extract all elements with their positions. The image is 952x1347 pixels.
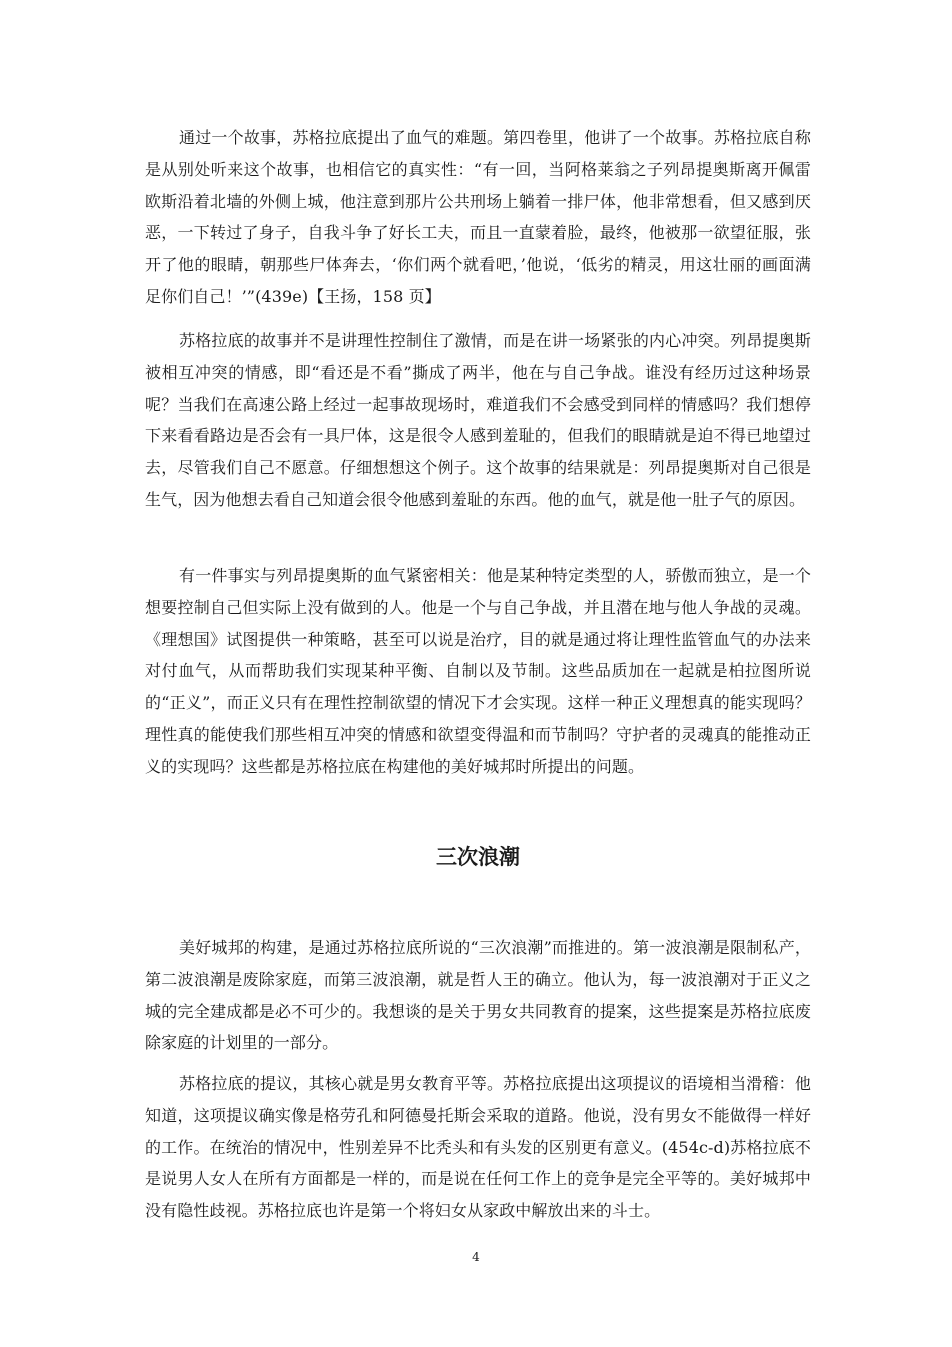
body-paragraph: 通过一个故事，苏格拉底提出了血气的难题。第四卷里，他讲了一个故事。苏格拉底自称是从别处听来这个故事，也相信它的真实性：“有一回，当阿格莱翁之子列昂提奥斯离开佩雷欧斯沿着北墙的外侧上城，他注意到那片公共刑场上躺着一排尸体，他非常想看，但又感到厌恶，一下转过了身子，自我斗争了好长工夫，而且一直蒙着脸，最终，他被那一欲望征服，张开了他的眼睛，朝那些尸体奔去，‘你们两个就看吧，’他说，‘低劣的精灵，用这壮丽的画面满足你们自己！’”(439e)【王扬，158 页】 (145, 128, 811, 306)
page-number: 4 (472, 1250, 480, 1264)
body-paragraph: 有一件事实与列昂提奥斯的血气紧密相关：他是某种特定类型的人，骄傲而独立，是一个想要控制自己但实际上没有做到的人。他是一个与自己争战，并且潜在地与他人争战的灵魂。《理想国》试图提供一种策略，甚至可以说是治疗，目的就是通过将让理性监管血气的办法来对付血气，从而帮助我们实现某种平衡、自制以及节制。这些品质加在一起就是柏拉图所说的“正义”，而正义只有在理性控制欲望的情况下才会实现。这样一种正义理想真的能实现吗？理性真的能使我们那些相互冲突的情感和欲望变得温和而节制吗？守护者的灵魂真的能推动正义的实现吗？这些都是苏格拉底在构建他的美好城邦时所提出的问题。 (145, 566, 811, 776)
section-heading: 三次浪潮 (436, 845, 520, 869)
body-paragraph: 美好城邦的构建，是通过苏格拉底所说的“三次浪潮”而推进的。第一波浪潮是限制私产，第二波浪潮是废除家庭，而第三波浪潮，就是哲人王的确立。他认为，每一波浪潮对于正义之城的完全建成都是必不可少的。我想谈的是关于男女共同教育的提案，这些提案是苏格拉底废除家庭的计划里的一部分。 (145, 938, 811, 1053)
body-paragraph: 苏格拉底的故事并不是讲理性控制住了激情，而是在讲一场紧张的内心冲突。列昂提奥斯被相互冲突的情感，即“看还是不看”撕成了两半，他在与自己争战。谁没有经历过这种场景呢？当我们在高速公路上经过一起事故现场时，难道我们不会感受到同样的情感吗？我们想停下来看看路边是否会有一具尸体，这是很令人感到羞耻的，但我们的眼睛就是迫不得已地望过去，尽管我们自己不愿意。仔细想想这个例子。这个故事的结果就是：列昂提奥斯对自己很是生气，因为他想去看自己知道会很令他感到羞耻的东西。他的血气，就是他一肚子气的原因。 (145, 331, 811, 509)
body-paragraph: 苏格拉底的提议，其核心就是男女教育平等。苏格拉底提出这项提议的语境相当滑稽：他知道，这项提议确实像是格劳孔和阿德曼托斯会采取的道路。他说，没有男女不能做得一样好的工作。在统治的情况中，性别差异不比秃头和有头发的区别更有意义。(454c-d)苏格拉底不是说男人女人在所有方面都是一样的，而是说在任何工作上的竞争是完全平等的。美好城邦中没有隐性歧视。苏格拉底也许是第一个将妇女从家政中解放出来的斗士。 (145, 1074, 811, 1221)
